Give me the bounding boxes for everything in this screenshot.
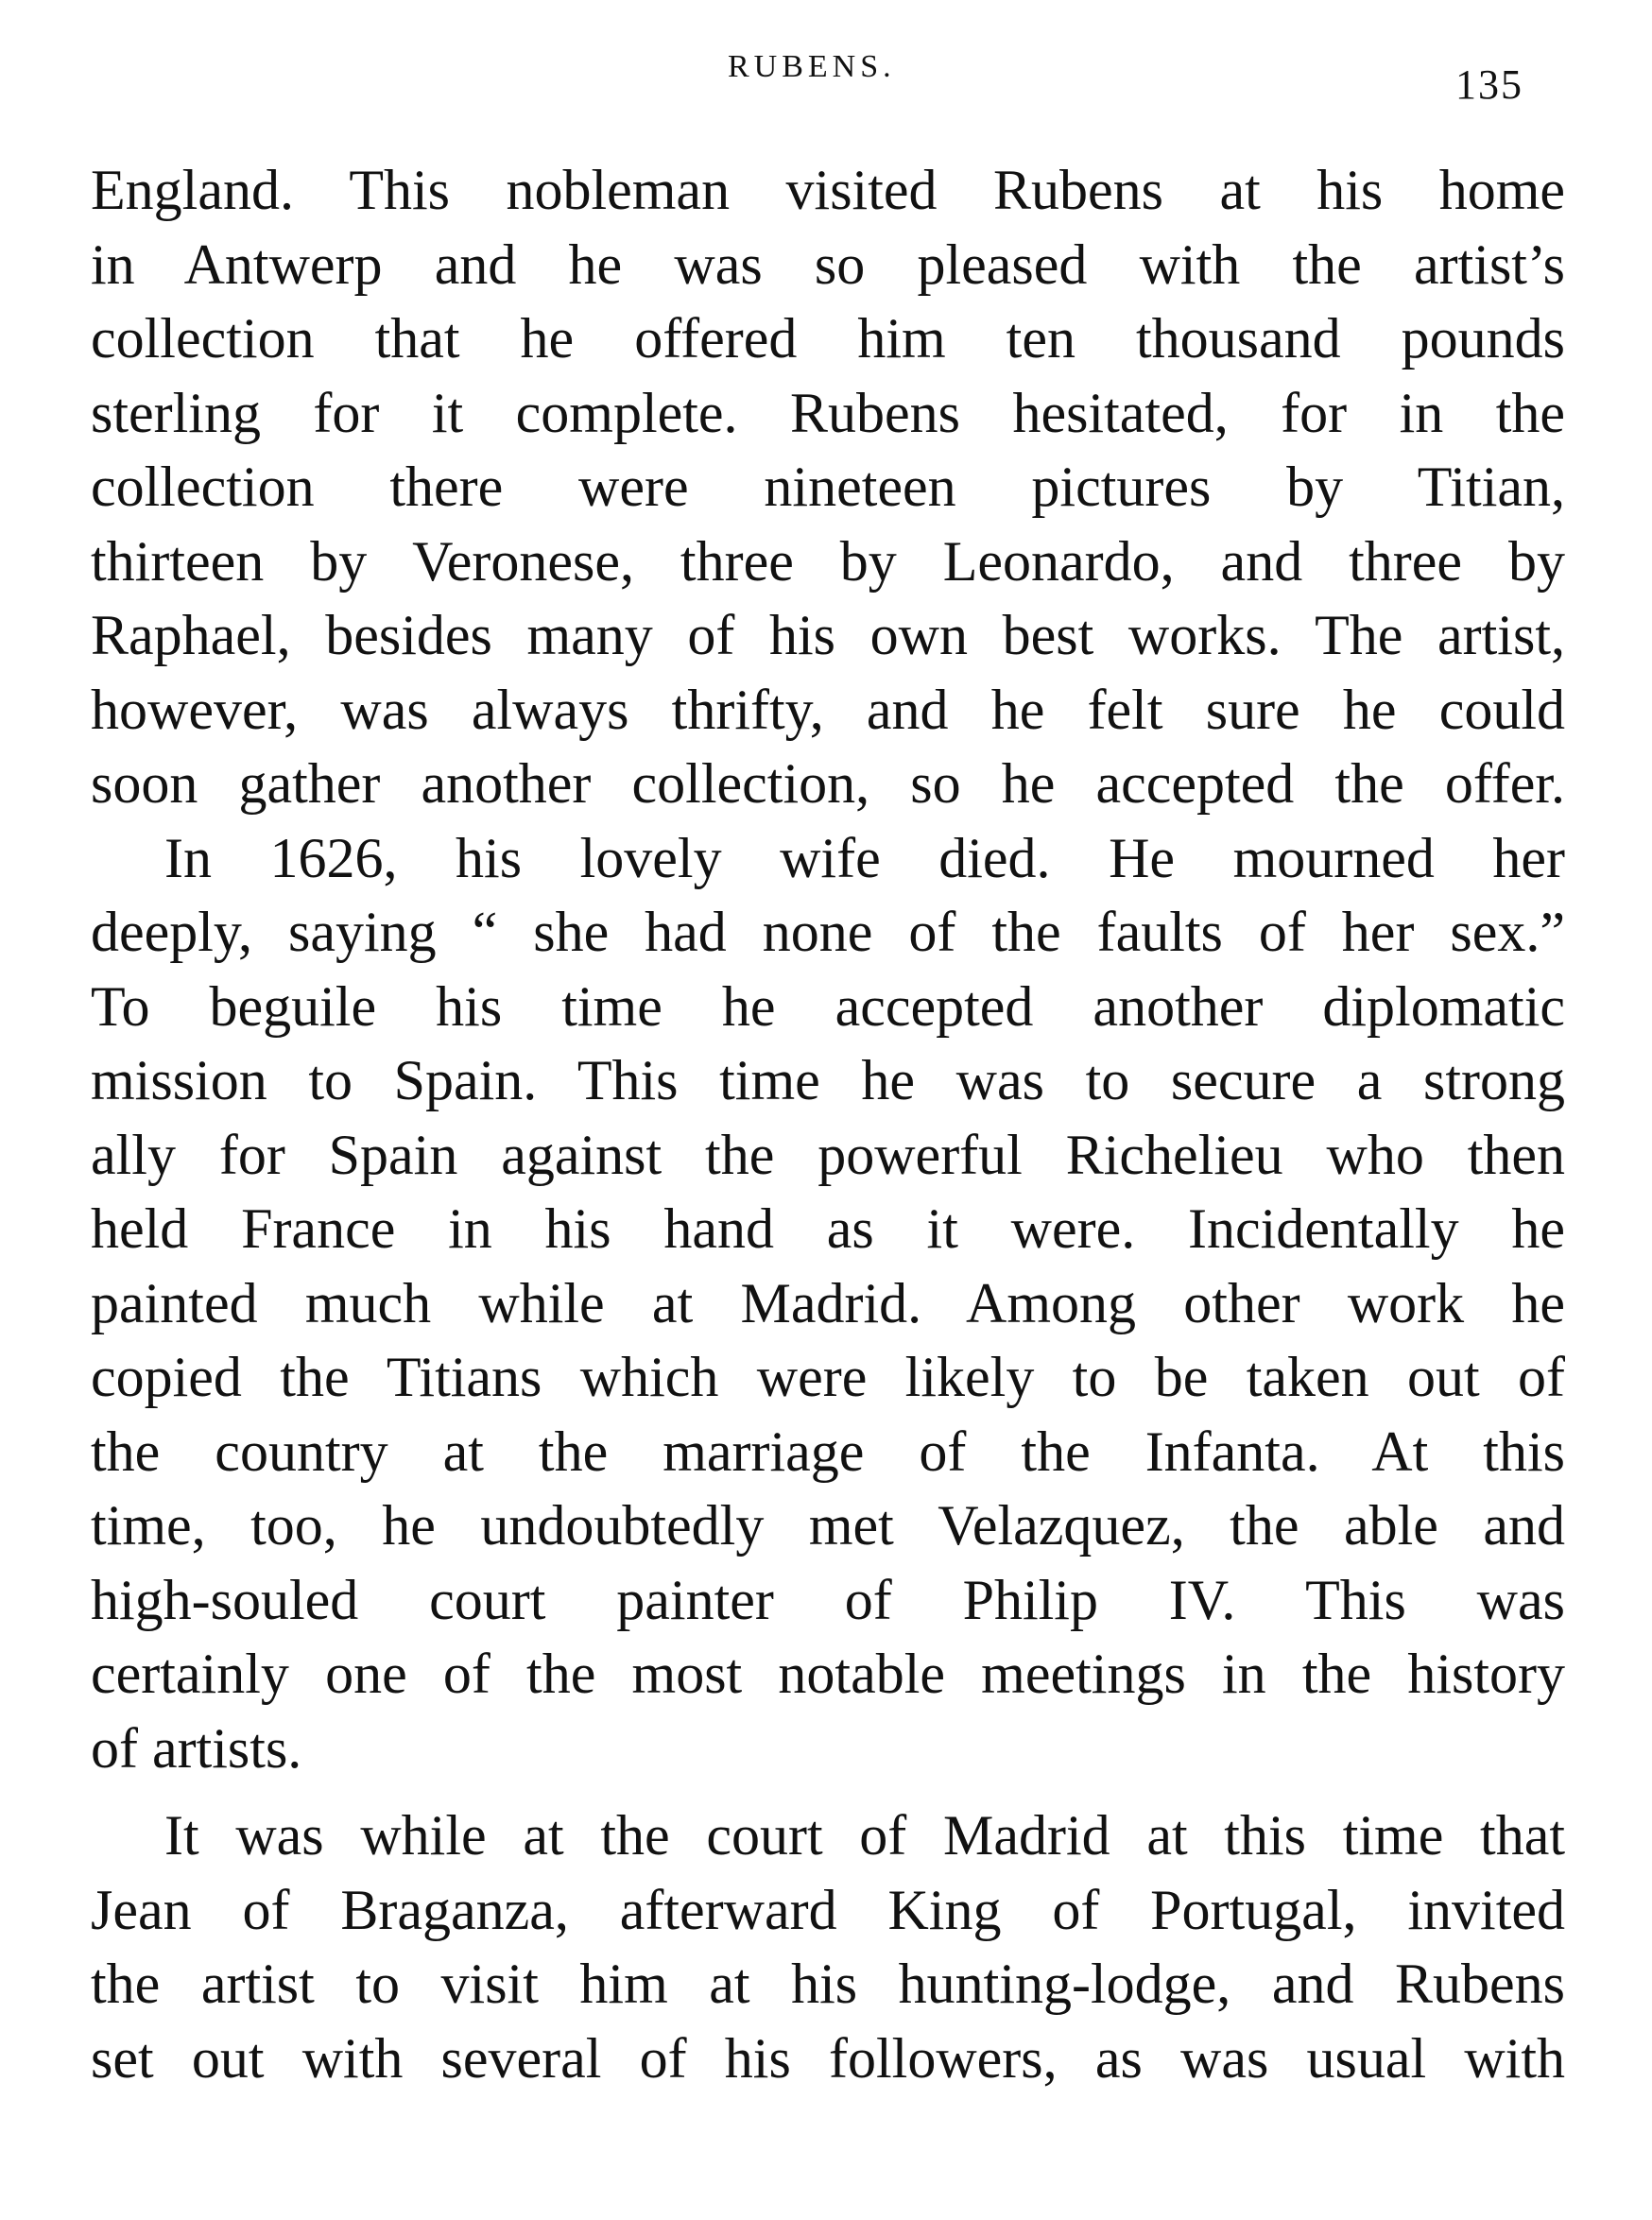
text-line: Jean of Braganza, afterward King of Portugal, invited <box>91 1878 1565 1941</box>
running-title: RUBENS. <box>728 49 896 84</box>
text-line: of artists. <box>91 1716 302 1780</box>
text-line: sterling for it complete. Rubens hesitated, for in the <box>91 381 1565 444</box>
text-line: certainly one of the most notable meetings in the history <box>91 1643 1565 1705</box>
text-line: in Antwerp and he was so pleased with the artist’s <box>91 232 1565 296</box>
text-line: England. This nobleman visited Rubens at his home <box>91 159 1565 221</box>
text-line: mission to Spain. This time he was to secure a strong <box>91 1049 1565 1111</box>
text-line: soon gather another collection, so he accepted the offer. <box>91 752 1565 815</box>
text-line: thirteen by Veronese, three by Leonardo, and three by <box>91 529 1565 593</box>
text-line: collection that he offered him ten thousand pounds <box>91 307 1565 370</box>
text-line: To beguile his time he accepted another diplomatic <box>91 974 1565 1038</box>
text-line: painted much while at Madrid. Among other work he <box>91 1271 1565 1334</box>
paragraph-2 <box>91 821 1565 1786</box>
text-line: Raphael, besides many of his own best works. The artist, <box>91 604 1565 666</box>
text-line: the country at the marriage of the Infanta. At this <box>91 1420 1565 1483</box>
text-line: deeply, saying “ she had none of the faults of her sex.” <box>91 901 1565 963</box>
paragraph-3 <box>91 1798 1565 2095</box>
text-line: ally for Spain against the powerful Richelieu who then <box>91 1123 1565 1186</box>
text-line: set out with several of his followers, as was usual with <box>91 2026 1565 2090</box>
text-line: high-souled court painter of Philip IV. This was <box>91 1568 1565 1631</box>
paragraph-gap <box>91 1785 1565 1798</box>
running-head <box>0 49 1652 106</box>
text-line: It was while at the court of Madrid at this time that <box>164 1804 1565 1867</box>
text-line: time, too, he undoubtedly met Velazquez, the able and <box>91 1494 1565 1557</box>
text-line: however, was always thrifty, and he felt sure he could <box>91 678 1565 741</box>
body-text <box>91 153 1565 2095</box>
text-line: copied the Titians which were likely to be taken out of <box>91 1346 1565 1408</box>
page-number: 135 <box>1455 61 1523 108</box>
text-line: the artist to visit him at his hunting-lodge, and Rubens <box>91 1953 1565 2015</box>
text-line: In 1626, his lovely wife died. He mourned her <box>164 826 1565 889</box>
text-line: held France in his hand as it were. Incidentally he <box>91 1197 1565 1260</box>
paragraph-1 <box>91 153 1565 821</box>
text-line: collection there were nineteen pictures by Titian, <box>91 456 1565 518</box>
